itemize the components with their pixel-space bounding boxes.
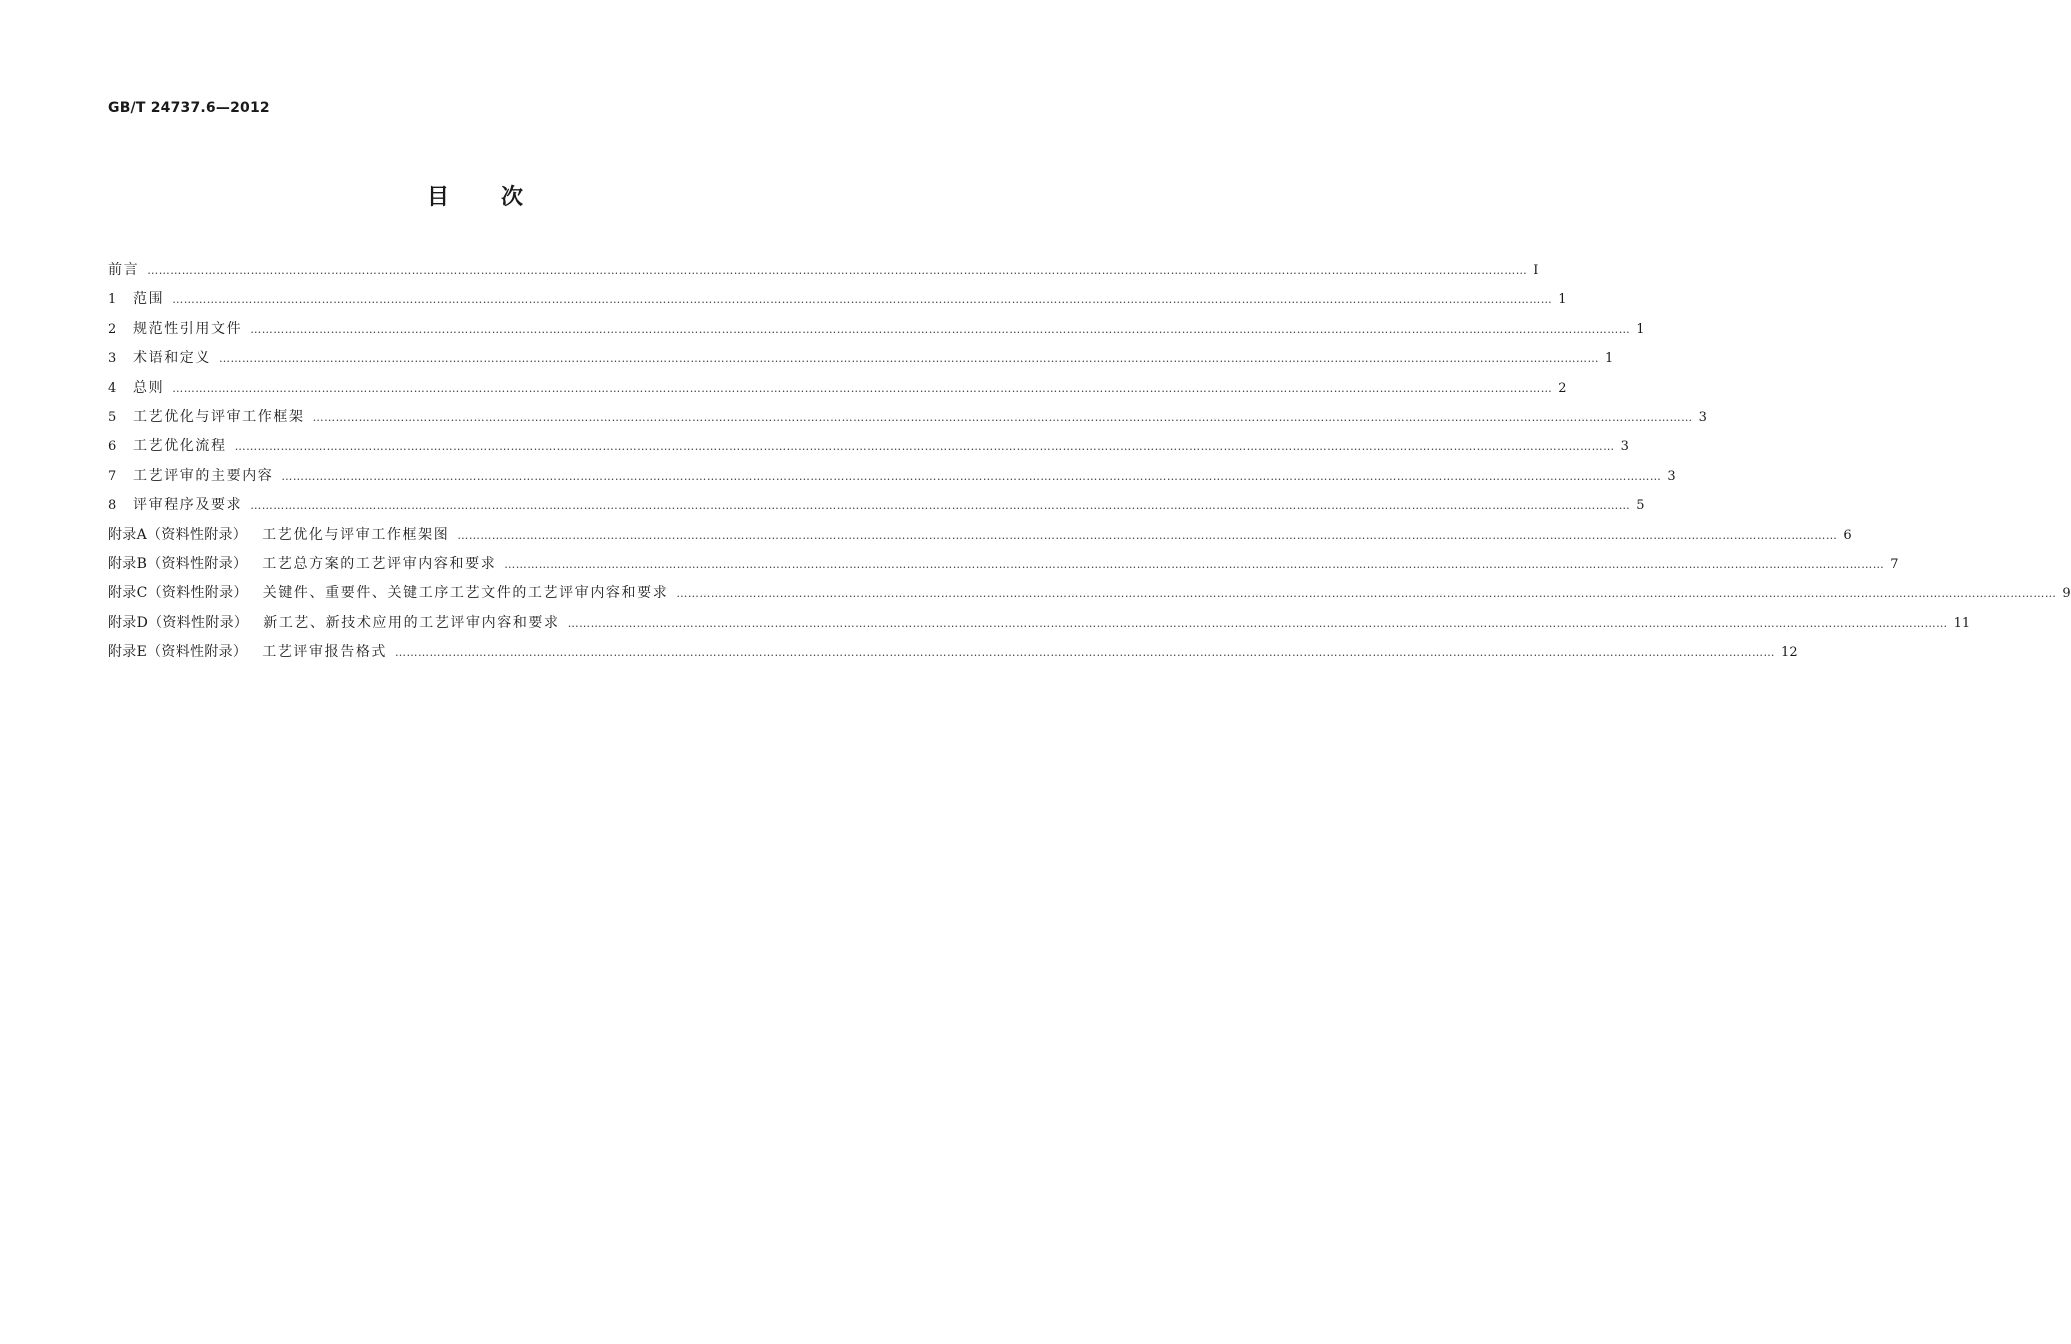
standard-code: GB/T 24737.6—2012 [108,100,270,116]
dot-leader: ……………………………………………………………………………………………………………………………………………………………………………………………………………………………………………………………………………………………………………………………… [250,499,1631,513]
toc-entry-number: 8 [108,498,117,514]
toc-entry-number: 6 [108,439,117,455]
toc-entry-page: 1 [1558,292,1567,308]
toc-entry-text: 工艺评审的主要内容 [133,467,274,484]
dot-leader: ……………………………………………………………………………………………………………………………………………………………………………………………………………………………………………………………………………………………………………………………… [147,264,1528,277]
toc-entry-page: 3 [1667,468,1676,484]
toc-entry-8[interactable] [108,491,1645,520]
toc-entry-number: 4 [108,380,117,396]
toc-entry-text: 工艺优化与评审工作框架 [133,408,305,425]
dot-leader: ……………………………………………………………………………………………………………………………………………………………………………………………………………………………………………………………………………………………………………………………… [567,616,1948,630]
toc-entry-text: 关键件、重要件、关键工序工艺文件的工艺评审内容和要求 [262,585,669,602]
toc-entry-5[interactable] [108,403,1707,432]
toc-entry-page: 12 [1781,645,1798,661]
toc-entry-appendix-d[interactable] [108,609,1971,638]
toc-entry-page: 7 [1890,556,1899,572]
toc-title: 目次 [426,185,575,210]
dot-leader: ……………………………………………………………………………………………………………………………………………………………………………………………………………………………………………………………………………………………………………………………… [504,557,1885,571]
toc-entry-page: 1 [1636,321,1645,337]
toc-entry-text: 总则 [133,379,165,396]
appendix-label: 附录E（资料性附录） [108,644,248,661]
toc-entry-number: 1 [108,292,117,308]
toc-entry-page: 9 [2062,586,2071,602]
dot-leader: ……………………………………………………………………………………………………………………………………………………………………………………………………………………………………………………………………………………………………………………………… [281,469,1662,483]
toc-entry-text: 工艺优化与评审工作框架图 [262,526,450,543]
toc-entry-appendix-c[interactable] [108,579,2071,608]
appendix-label: 附录C（资料性附录） [108,585,248,602]
toc-entry-appendix-e[interactable] [108,638,1798,667]
toc-entry-text: 前言 [108,262,140,278]
toc-entry-1[interactable] [108,285,1567,314]
toc-entry-page: 3 [1620,439,1629,455]
dot-leader: ……………………………………………………………………………………………………………………………………………………………………………………………………………………………………………………………………………………………………………………………… [172,293,1553,307]
toc-entry-page: 3 [1698,409,1707,425]
toc-entry-page: 2 [1558,380,1567,396]
toc-entry-2[interactable] [108,315,1645,344]
appendix-label: 附录D（资料性附录） [108,614,249,631]
toc-entry-page: Ⅰ [1533,263,1539,278]
dot-leader: ……………………………………………………………………………………………………………………………………………………………………………………………………………………………………………………………………………………………………………………………… [676,587,2057,601]
dot-leader: ……………………………………………………………………………………………………………………………………………………………………………………………………………………………………………………………………………………………………………………………… [234,440,1615,454]
toc-entry-foreword[interactable] [108,256,1539,285]
toc-entry-page: 5 [1636,498,1645,514]
toc-entry-text: 工艺优化流程 [133,438,227,455]
dot-leader: ……………………………………………………………………………………………………………………………………………………………………………………………………………………………………………………………………………………………………………………………… [219,352,1599,366]
toc-entry-text: 工艺评审报告格式 [262,644,388,661]
toc-entry-appendix-b[interactable] [108,550,1899,579]
toc-entry-number: 7 [108,468,117,484]
dot-leader: ……………………………………………………………………………………………………………………………………………………………………………………………………………………………………………………………………………………………………………………………… [172,381,1553,395]
dot-leader: ……………………………………………………………………………………………………………………………………………………………………………………………………………………………………………………………………………………………………………………………… [457,528,1838,542]
toc-entry-text: 术语和定义 [133,350,211,367]
table-of-contents [108,256,2071,667]
dot-leader: ……………………………………………………………………………………………………………………………………………………………………………………………………………………………………………………………………………………………………………………………… [250,322,1631,336]
toc-entry-text: 评审程序及要求 [133,497,243,514]
toc-entry-text: 工艺总方案的工艺评审内容和要求 [262,555,497,572]
toc-entry-page: 1 [1605,351,1614,367]
toc-entry-page: 11 [1953,615,1971,631]
toc-entry-text: 规范性引用文件 [133,320,243,337]
toc-entry-4[interactable] [108,374,1567,403]
toc-entry-7[interactable] [108,462,1676,491]
toc-entry-number: 2 [108,321,117,337]
toc-entry-text: 范围 [133,291,165,308]
toc-entry-3[interactable] [108,344,1614,373]
appendix-label: 附录B（资料性附录） [108,555,248,572]
toc-entry-text: 新工艺、新技术应用的工艺评审内容和要求 [263,614,560,631]
dot-leader: ……………………………………………………………………………………………………………………………………………………………………………………………………………………………………………………………………………………………………………………………… [312,410,1693,424]
toc-entry-6[interactable] [108,432,1629,461]
dot-leader: ……………………………………………………………………………………………………………………………………………………………………………………………………………………………………………………………………………………………………………………………… [395,646,1776,660]
toc-entry-appendix-a[interactable] [108,521,1852,550]
toc-entry-number: 5 [108,409,117,425]
toc-entry-page: 6 [1843,527,1852,543]
toc-entry-number: 3 [108,351,117,367]
appendix-label: 附录A（资料性附录） [108,526,248,543]
